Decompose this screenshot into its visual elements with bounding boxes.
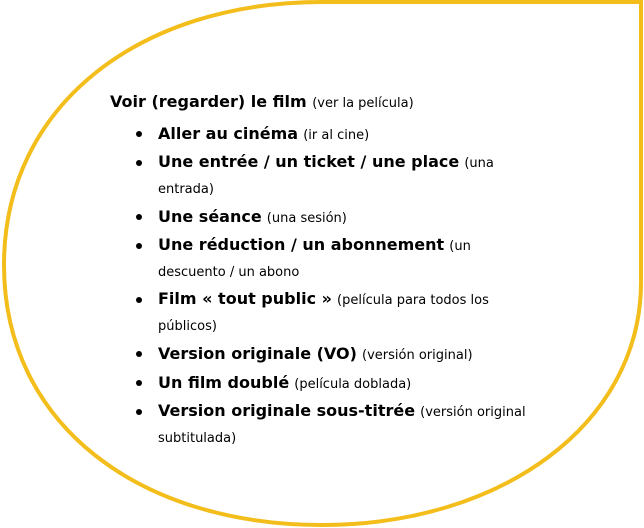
list-item (130, 233, 530, 285)
item-translation: (versión original subtitulada) (158, 405, 526, 446)
item-term: Aller au cinéma (158, 124, 299, 143)
vocabulary-card (110, 88, 530, 446)
item-term: Une réduction / un abonnement (158, 235, 445, 254)
list-item (130, 204, 530, 231)
item-term: Une séance (158, 207, 262, 226)
item-term: Un film doublé (158, 373, 290, 392)
item-translation: (un descuento / un abono (158, 239, 471, 280)
list-item (130, 287, 530, 339)
item-translation: (versión original) (362, 348, 473, 363)
item-translation: (ir al cine) (303, 128, 370, 143)
item-translation: (una sesión) (266, 211, 347, 226)
heading-translation: (ver la película) (312, 96, 414, 111)
heading (110, 92, 530, 111)
vocabulary-list (110, 121, 530, 451)
item-translation: (película doblada) (294, 377, 412, 392)
item-term: Une entrée / un ticket / une place (158, 152, 460, 171)
list-item (130, 341, 530, 368)
item-term: Version originale sous-titrée (158, 401, 416, 420)
item-translation: (película para todos los públicos) (158, 293, 489, 334)
list-item (130, 370, 530, 397)
item-term: Film « tout public » (158, 289, 332, 308)
heading-term: Voir (regarder) le film (110, 92, 307, 111)
list-item (130, 121, 530, 148)
item-term: Version originale (VO) (158, 344, 357, 363)
list-item (130, 399, 530, 451)
list-item (130, 150, 530, 202)
item-translation: (una entrada) (158, 156, 494, 197)
